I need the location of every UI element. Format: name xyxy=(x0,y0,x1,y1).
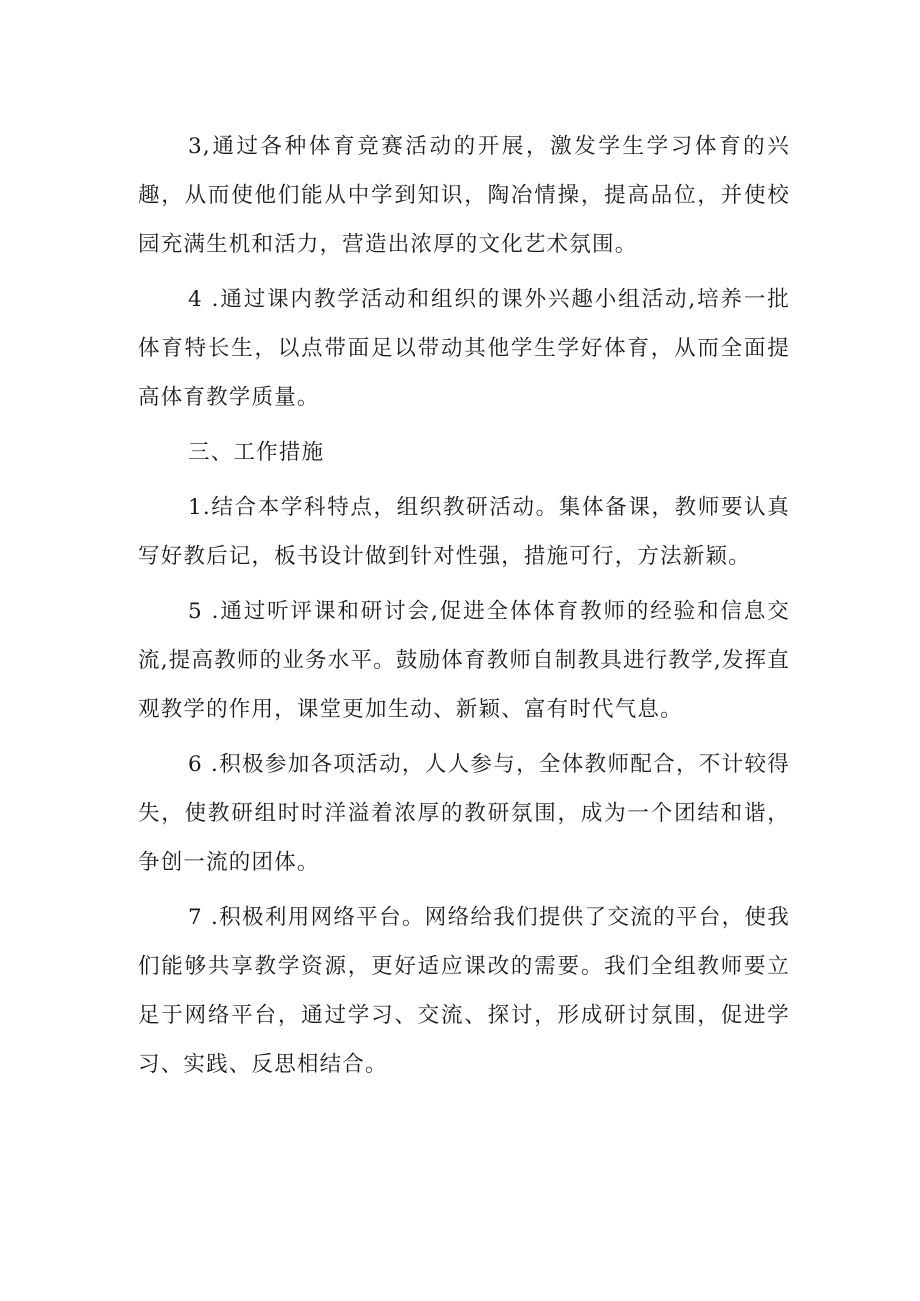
paragraph-measure-6: 6 .积极参加各项活动，人人参与，全体教师配合，不计较得失，使教研组时时洋溢着浓厚的教研氛围，成为一个团结和谐，争创一流的团体。 xyxy=(138,752,790,875)
section-heading-work-measures: 三、工作措施 xyxy=(188,440,325,465)
paragraph-goal-3: 3,通过各种体育竞赛活动的开展，激发学生学习体育的兴趣，从而使他们能从中学到知识，陶冶情操，提高品位，并使校园充满生机和活力，营造出浓厚的文化艺术氛围。 xyxy=(138,134,790,257)
paragraph-measure-1: 1.结合本学科特点，组织教研活动。集体备课，教师要认真写好教后记，板书设计做到针对性强，措施可行，方法新颖。 xyxy=(138,495,790,569)
paragraph-measure-7: 7 .积极利用网络平台。网络给我们提供了交流的平台，使我们能够共享教学资源，更好适应课改的需要。我们全组教师要立足于网络平台，通过学习、交流、探讨，形成研讨氛围，促进学习、实践、反思相结合。 xyxy=(138,905,790,1077)
document-body xyxy=(138,122,790,1095)
paragraph-goal-4: 4 .通过课内教学活动和组织的课外兴趣小组活动,培养一批体育特长生，以点带面足以带动其他学生学好体育，从而全面提高体育教学质量。 xyxy=(138,287,790,410)
paragraph-measure-5: 5 .通过听评课和研讨会,促进全体体育教师的经验和信息交流,提高教师的业务水平。鼓励体育教师自制教具进行教学,发挥直观教学的作用，课堂更加生动、新颖、富有时代气息。 xyxy=(138,599,790,722)
